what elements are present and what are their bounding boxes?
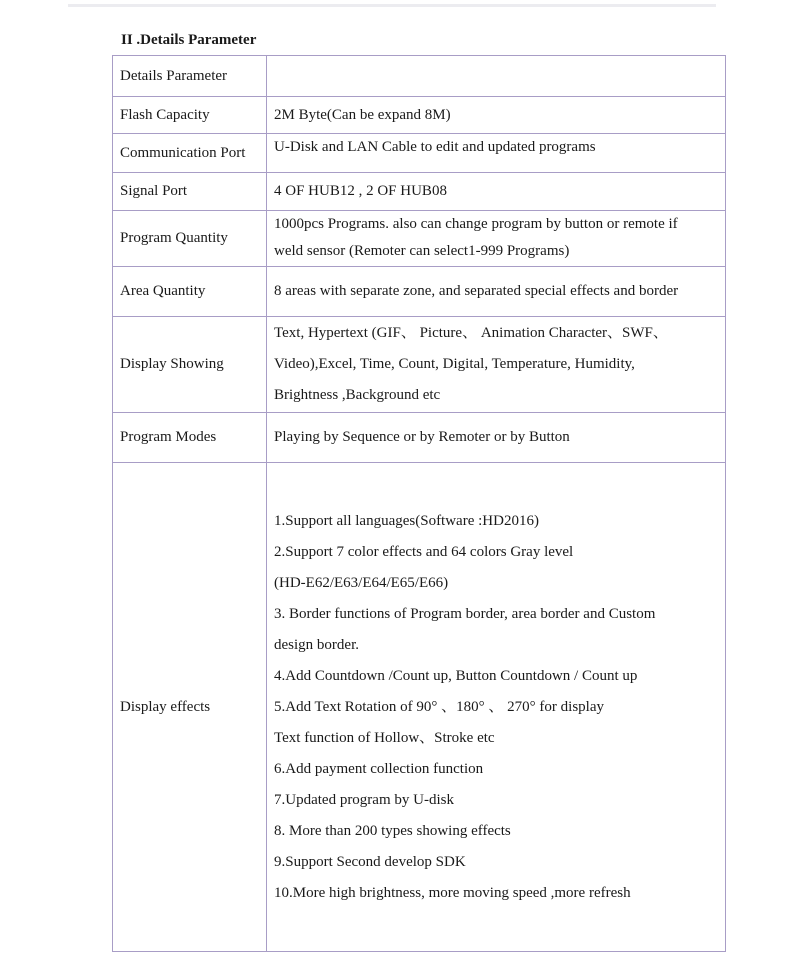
table-header-row xyxy=(113,56,726,97)
table-row xyxy=(113,317,726,413)
top-divider xyxy=(68,4,716,7)
header-value-cell xyxy=(267,56,726,97)
value-line: 2M Byte(Can be expand 8M) xyxy=(274,106,451,123)
param-value xyxy=(267,267,726,317)
section-title: II .Details Parameter xyxy=(121,32,257,48)
value-line: Brightness ,Background etc xyxy=(274,387,441,403)
param-value xyxy=(267,97,726,134)
value-line: Playing by Sequence or by Remoter or by Button xyxy=(274,429,570,445)
table-row xyxy=(113,211,726,267)
value-line: Text, Hypertext (GIF、 Picture、 Animation Character、SWF、 xyxy=(274,325,668,341)
param-value xyxy=(267,317,726,413)
value-line: weld sensor (Remoter can select1-999 Programs) xyxy=(274,243,570,259)
param-label: Flash Capacity xyxy=(113,97,267,134)
value-line: 5.Add Text Rotation of 90° 、180° 、 270° for display xyxy=(274,698,604,715)
param-label: Program Modes xyxy=(113,413,267,463)
param-label: Display effects xyxy=(113,463,267,952)
value-line: 3. Border functions of Program border, area border and Custom xyxy=(274,605,656,622)
value-line: 1.Support all languages(Software :HD2016) xyxy=(274,512,539,529)
value-line: 1000pcs Programs. also can change program by button or remote if xyxy=(274,216,678,232)
value-line: U-Disk and LAN Cable to edit and updated programs xyxy=(274,139,596,155)
value-line: Video),Excel, Time, Count, Digital, Temperature, Humidity, xyxy=(274,356,635,372)
details-parameter-table xyxy=(112,55,726,952)
param-label: Signal Port xyxy=(113,173,267,211)
param-value xyxy=(267,134,726,173)
value-line: 8. More than 200 types showing effects xyxy=(274,822,511,839)
param-label: Display Showing xyxy=(113,317,267,413)
param-value xyxy=(267,173,726,211)
table-row xyxy=(113,97,726,134)
value-line: 9.Support Second develop SDK xyxy=(274,853,466,870)
value-line: (HD-E62/E63/E64/E65/E66) xyxy=(274,574,449,591)
param-value xyxy=(267,463,726,952)
param-label: Area Quantity xyxy=(113,267,267,317)
table-row xyxy=(113,173,726,211)
value-line: 6.Add payment collection function xyxy=(274,760,484,777)
table-row xyxy=(113,134,726,173)
value-line: 2.Support 7 color effects and 64 colors Gray level xyxy=(274,543,574,560)
param-value xyxy=(267,413,726,463)
param-value xyxy=(267,211,726,267)
value-line: 8 areas with separate zone, and separated special effects and border xyxy=(274,283,679,299)
value-line: 4 OF HUB12 , 2 OF HUB08 xyxy=(274,183,447,199)
table-row xyxy=(113,463,726,952)
param-label: Communication Port xyxy=(113,134,267,173)
value-line: 4.Add Countdown /Count up, Button Countdown / Count up xyxy=(274,667,638,684)
param-label: Program Quantity xyxy=(113,211,267,267)
header-param-cell: Details Parameter xyxy=(113,56,267,97)
table-row xyxy=(113,413,726,463)
value-line: 7.Updated program by U-disk xyxy=(274,791,454,808)
table-row xyxy=(113,267,726,317)
value-line: design border. xyxy=(274,636,359,653)
value-line: 10.More high brightness, more moving speed ,more refresh xyxy=(274,884,631,901)
value-line: Text function of Hollow、Stroke etc xyxy=(274,729,495,746)
